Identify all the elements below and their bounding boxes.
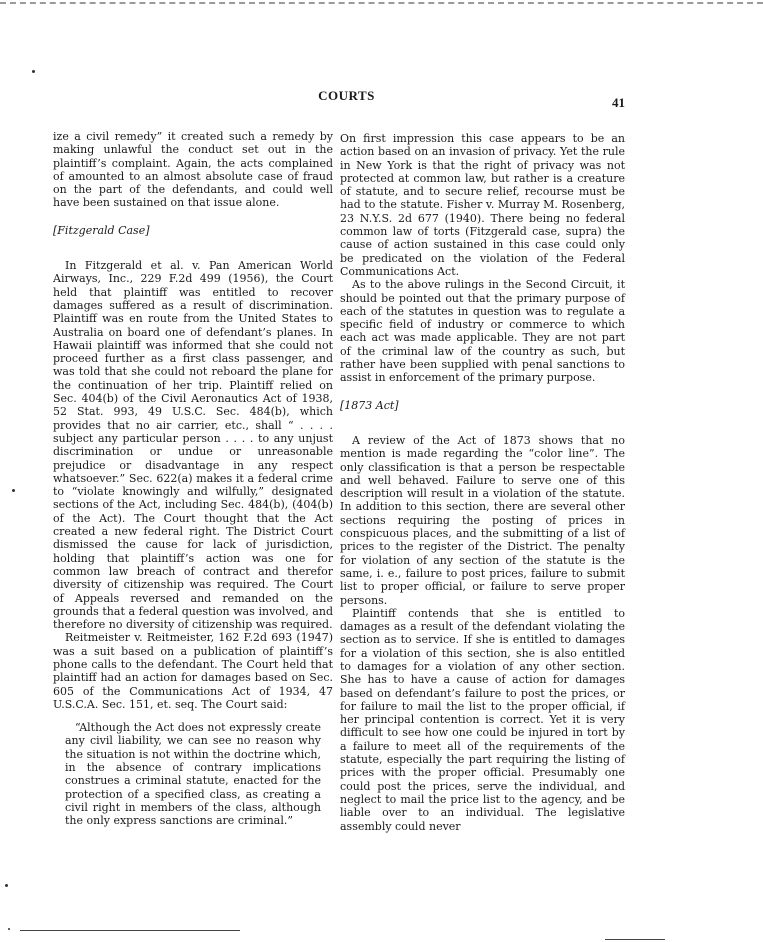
margin-speck: [12, 489, 15, 492]
top-scan-edge: [0, 2, 763, 4]
block-quote: “Although the Act does not expressly create any civil liability, we can see no reason why the situation is not within the doctrine which, in the absence of contrary implications construes a criminal statute, enacted for the protection of a specified class, as creating a civil right in members of the class, although the only express sanctions are criminal.”: [65, 721, 321, 828]
right-paragraph-3: A review of the Act of 1873 shows that no mention is made regarding the “color line”. The only classification is that a person be respectable and well behaved. Failure to serve one of this description will result in a violation of the statute. In addition to this section, there are several other sections requiring the posting of prices in conspicuous places, and the submitting of a list of prices to the register of the District. The penalty for violation of any section of the statute is the same, i. e., failure to post prices, failure to submit list to proper official, or failure to serve proper persons.: [340, 433, 625, 607]
margin-speck: [5, 884, 8, 887]
left-paragraph-2: In Fitzgerald et al. v. Pan American World Airways, Inc., 229 F.2d 499 (1956), the Court held that plaintiff was entitled to recover damages suffered as a result of discrimination. Plaintiff was en route from the United States to Australia on board one of defendant’s planes. In Hawaii plaintiff was informed that she could not proceed further as a first class passenger, and was told that she could not reboard the plane for the continuation of her trip. Plaintiff relied on Sec. 404(b) of the Civil Aeronautics Act of 1938, 52 Stat. 993, 49 U.S.C. Sec. 484(b), which provides that no air carrier, etc., shall “ . . . . subject any particular person . . . . to any unjust discrimination or undue or unreasonable prejudice or disadvantage in any respect whatsoever.” Sec. 622(a) makes it a federal crime to “violate knowingly and wilfully,” designated sections of the Act, including Sec. 484(b), (404(b) of the Act). The Court thought that the Act created a new federal right. The District Court dismissed the cause for lack of jurisdiction, holding that plaintiff’s action was one for common law breach of contract and therefor diversity of citizenship was required. The Court of Appeals reversed and remanded on the grounds that a federal question was involved, and therefore no diversity of citizenship was required.: [53, 259, 333, 632]
right-paragraph-1: On first impression this case appears to be an action based on an invasion of privacy. Yet the rule in New York is that the right of privacy was not protected at common law, but rather is a creature of statute, and to secure relief, recourse must be had to the statute. Fisher v. Murray M. Rosenberg, 23 N.Y.S. 2d 677 (1940). There being no federal common law of torts (Fitzgerald case, supra) the cause of action sustained in this case could only be predicated on the violation of the Federal Communications Act.: [340, 132, 625, 278]
running-head: COURTS: [318, 88, 375, 103]
right-column: [340, 132, 625, 833]
right-paragraph-2: As to the above rulings in the Second Circuit, it should be pointed out that the primary purpose of each of the statutes in question was to regulate a specific field of industry or commerce to which each act was made applicable. They are not part of the criminal law of the country as such, but rather have been supplied with penal sanctions to assist in enforcement of the primary purpose.: [340, 278, 625, 385]
margin-speck: [32, 70, 35, 73]
right-paragraph-4: Plaintiff contends that she is entitled to damages as a result of the defendant violating the section as to service. If she is entitled to damages for a violation of this section, she is also entitled to damages for a violation of any other section. She has to have a cause of action for damages based on defendant’s failure to post the prices, or for failure to mail the list to the proper official, if her principal contention is correct. Yet it is very difficult to see how one could be injured in tort by a failure to meet all of the requirements of the statute, especially the part requiring the listing of prices with the proper official. Presumably one could post the prices, serve the individual, and neglect to mail the price list to the agency, and be liable over to an individual. The legislative assembly could never: [340, 606, 625, 833]
left-paragraph-1: ize a civil remedy” it created such a remedy by making unlawful the conduct set out in the plaintiff’s complaint. Again, the acts complained of amounted to an almost absolute case of fraud on the part of the defendants, and could well have been sustained on that issue alone.: [53, 130, 333, 210]
bottom-scan-rule: [20, 930, 240, 931]
subhead-fitzgerald: [Fitzgerald Case]: [53, 223, 150, 237]
left-paragraph-3: Reitmeister v. Reitmeister, 162 F.2d 693 (1947) was a suit based on a publication of plaintiff’s phone calls to the defendant. The Court held that plaintiff had an action for damages based on Sec. 605 of the Communications Act of 1934, 47 U.S.C.A. Sec. 151, et. seq. The Court said:: [53, 631, 333, 711]
page-number: 41: [612, 95, 625, 110]
bottom-scan-rule: [605, 939, 665, 940]
subhead-1873-act: [1873 Act]: [340, 398, 399, 412]
margin-speck: [8, 928, 10, 930]
left-column: [53, 130, 333, 828]
